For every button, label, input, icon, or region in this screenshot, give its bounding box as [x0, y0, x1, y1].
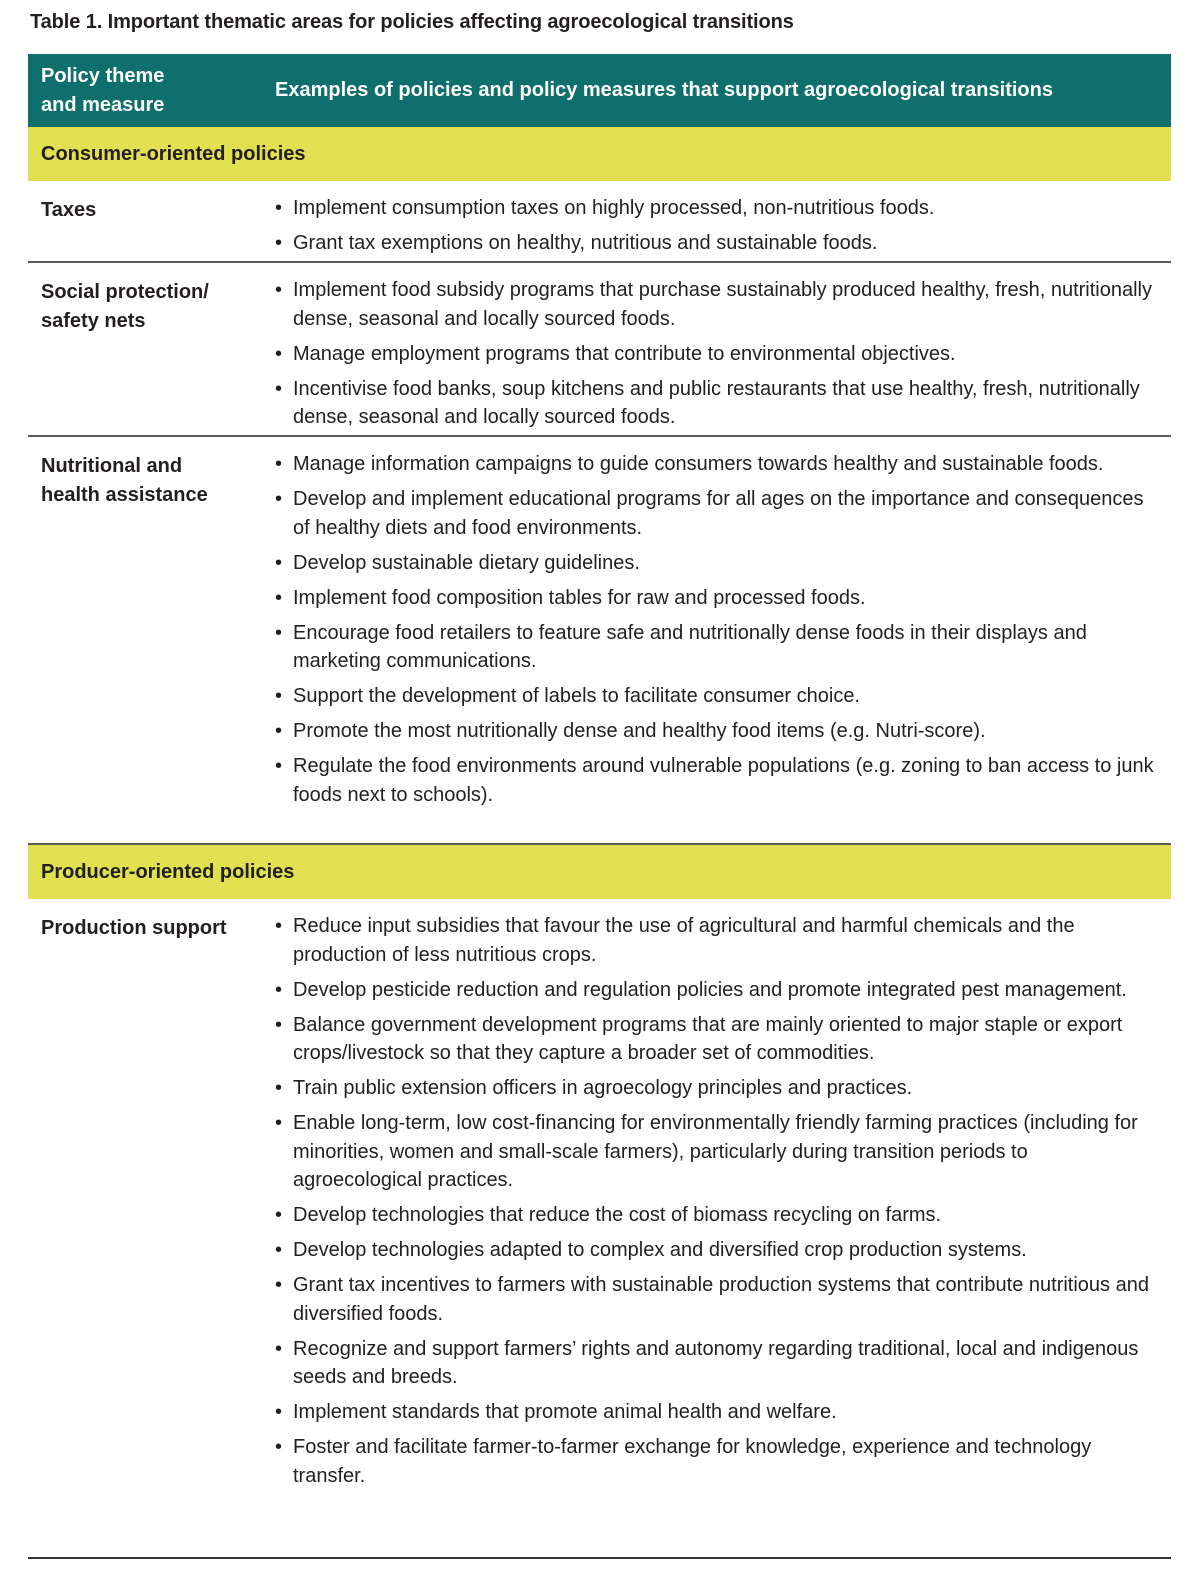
measure-list	[273, 912, 1157, 1490]
list-item: • Foster and facilitate farmer-to-farmer exchange for knowledge, experience and technology transfer.	[273, 1433, 1157, 1490]
list-item: • Develop technologies adapted to complex and diversified crop production systems.	[273, 1236, 1157, 1265]
list-item: • Implement consumption taxes on highly processed, non-nutritious foods.	[273, 194, 1157, 223]
policy-measures	[273, 437, 1171, 843]
list-item: • Regulate the food environments around vulnerable populations (e.g. zoning to ban access to junk foods next to schools).	[273, 752, 1157, 809]
policy-measures	[273, 263, 1171, 435]
list-item: • Implement standards that promote animal health and welfare.	[273, 1398, 1157, 1427]
table-body	[28, 127, 1171, 1559]
list-item: • Reduce input subsidies that favour the use of agricultural and harmful chemicals and the production of less nutritious crops.	[273, 912, 1157, 969]
list-item: • Train public extension officers in agroecology principles and practices.	[273, 1074, 1157, 1103]
policy-theme-label: Taxes	[41, 199, 97, 221]
measure-list	[273, 276, 1157, 432]
policy-table	[28, 54, 1171, 1559]
policy-theme	[28, 899, 273, 1557]
policy-theme	[28, 263, 273, 435]
list-item: • Develop sustainable dietary guidelines.	[273, 549, 1157, 578]
list-item: • Incentivise food banks, soup kitchens and public restaurants that use healthy, fresh, nutritionally dense, seasonal and locally sourced foods.	[273, 375, 1157, 432]
list-item: • Develop pesticide reduction and regulation policies and promote integrated pest management.	[273, 976, 1157, 1005]
list-item: • Encourage food retailers to feature safe and nutritionally dense foods in their displays and marketing communications.	[273, 619, 1157, 676]
header-examples: Examples of policies and policy measures that support agroecological transitions	[275, 79, 1053, 101]
list-item: • Develop technologies that reduce the cost of biomass recycling on farms.	[273, 1201, 1157, 1230]
policy-theme-label: Social protection/ safety nets	[41, 281, 209, 332]
table-row	[28, 263, 1171, 437]
policy-measures	[273, 181, 1171, 261]
table-row	[28, 181, 1171, 263]
list-item: • Develop and implement educational programs for all ages on the importance and consequences of healthy diets and food environments.	[273, 485, 1157, 542]
header-policy-theme-label: Policy theme and measure	[41, 64, 165, 116]
table-row	[28, 899, 1171, 1559]
policy-theme-label: Production support	[41, 917, 227, 939]
measure-list	[273, 194, 1157, 258]
section-header: Consumer-oriented policies	[28, 127, 1171, 181]
list-item: • Manage information campaigns to guide consumers towards healthy and sustainable foods.	[273, 450, 1157, 479]
list-item: • Implement food composition tables for raw and processed foods.	[273, 584, 1157, 613]
list-item: • Support the development of labels to facilitate consumer choice.	[273, 682, 1157, 711]
policy-measures	[273, 899, 1171, 1557]
list-item: • Promote the most nutritionally dense and healthy food items (e.g. Nutri-score).	[273, 717, 1157, 746]
section-header: Producer-oriented policies	[28, 845, 1171, 899]
policy-theme-label: Nutritional and health assistance	[41, 455, 208, 506]
list-item: • Manage employment programs that contribute to environmental objectives.	[273, 340, 1157, 369]
list-item: • Grant tax incentives to farmers with sustainable production systems that contribute nutritious and diversified foods.	[273, 1271, 1157, 1328]
policy-theme	[28, 437, 273, 843]
list-item: • Implement food subsidy programs that purchase sustainably produced healthy, fresh, nutritionally dense, seasonal and locally sourced foods.	[273, 276, 1157, 333]
table-row	[28, 437, 1171, 845]
measure-list	[273, 450, 1157, 809]
list-item: • Grant tax exemptions on healthy, nutritious and sustainable foods.	[273, 229, 1157, 258]
table-caption: Table 1. Important thematic areas for policies affecting agroecological transitions	[30, 11, 794, 33]
list-item: • Balance government development programs that are mainly oriented to major staple or export crops/livestock so that they capture a broader set of commodities.	[273, 1011, 1157, 1068]
list-item: • Enable long-term, low cost-financing for environmentally friendly farming practices (including for minorities, women and small-scale farmers), particularly during transition periods to agroecological practices.	[273, 1109, 1157, 1195]
header-policy-theme	[28, 62, 273, 120]
table-header	[28, 54, 1171, 127]
list-item: • Recognize and support farmers’ rights and autonomy regarding traditional, local and indigenous seeds and breeds.	[273, 1335, 1157, 1392]
policy-theme	[28, 181, 273, 261]
